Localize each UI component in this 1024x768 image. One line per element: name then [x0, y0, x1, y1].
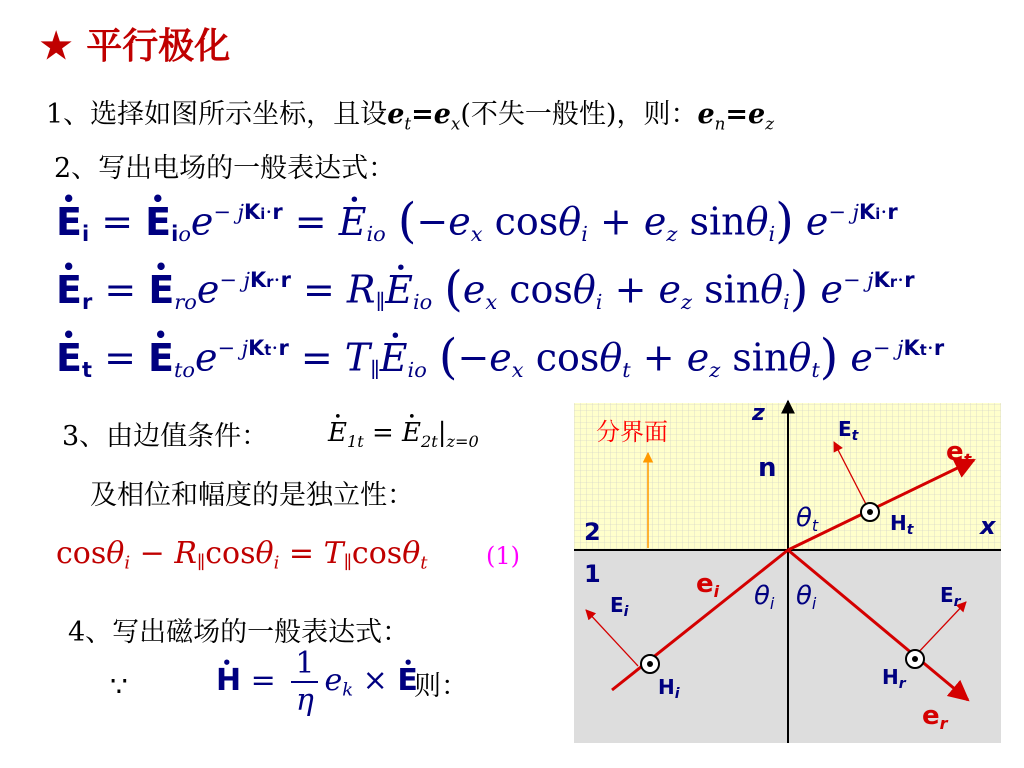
- title-text: 平行极化: [86, 25, 231, 67]
- ht-dot-center: [867, 509, 873, 515]
- coef-mark: ∥: [196, 552, 206, 574]
- et-amp: • E: [148, 336, 174, 380]
- Ht-label: $H_t$: [890, 511, 914, 538]
- exp-r: r: [933, 335, 945, 360]
- er-amp: • E: [148, 268, 174, 312]
- rhs-amp: • E: [339, 200, 367, 244]
- ez-symbol: e: [748, 99, 766, 130]
- cos-fn: cos: [56, 536, 107, 571]
- Hr-label: $H_r$: [882, 665, 906, 692]
- unit-ez-sub: z: [666, 221, 678, 246]
- eq-sign-2: =: [300, 335, 333, 380]
- exp-k-sub: t: [264, 341, 272, 359]
- cos-fn: cos: [351, 536, 403, 571]
- exp-base: e: [805, 199, 829, 244]
- exp-base: e: [190, 199, 214, 244]
- cos-fn: cos: [535, 335, 600, 380]
- z-label: z: [752, 401, 765, 426]
- minus-sign: −: [457, 335, 490, 380]
- equation-number: (1): [486, 542, 520, 570]
- er-amp-sub: ro: [174, 289, 197, 314]
- exp-k-sub: i: [260, 205, 266, 223]
- exp-dot: ⋅: [926, 335, 934, 360]
- sin-fn: sin: [689, 199, 746, 244]
- because-symbol: ∵: [110, 670, 128, 703]
- page-title: [40, 18, 230, 69]
- exp-r: r: [904, 267, 915, 292]
- rhs-amp: • E: [380, 336, 408, 380]
- ex-sub: x: [450, 113, 461, 134]
- exp-k-sub: r: [266, 273, 274, 291]
- star-icon: ★: [40, 25, 73, 67]
- ei-lhs-sub: i: [81, 221, 90, 246]
- step4-line: 4、写出磁场的一般表达式：: [68, 617, 410, 648]
- et-label: et: [946, 437, 972, 469]
- theta-sub: i: [768, 221, 776, 246]
- exp-base: e: [196, 267, 220, 312]
- unit-ek: e: [324, 663, 343, 698]
- minus-sign: −: [416, 199, 449, 244]
- rhs-amp: • E: [385, 268, 413, 312]
- sin-fn: sin: [704, 267, 761, 312]
- theta-sub: i: [581, 221, 588, 246]
- step1-then: ，则：: [616, 99, 698, 130]
- bc-lhs: • E: [328, 418, 347, 448]
- exp-j: − j: [872, 335, 904, 360]
- region1-label: 1: [584, 560, 601, 588]
- ei-amp: • E: [145, 200, 171, 244]
- exp-k-sub: i: [875, 205, 881, 223]
- et-lhs-sub: t: [81, 357, 92, 382]
- theta-sub: t: [420, 552, 428, 574]
- ez-sub: z: [765, 113, 775, 134]
- ei-label: ei: [696, 569, 720, 601]
- magnetic-field-equation: [216, 646, 418, 718]
- exp-r: r: [280, 267, 291, 292]
- exp-k: K: [859, 199, 876, 224]
- theta: θ: [599, 335, 623, 380]
- close-paren: ): [819, 330, 839, 385]
- exp-k: K: [903, 335, 920, 360]
- plus-sign: +: [599, 199, 632, 244]
- boundary-condition: [328, 418, 479, 451]
- plus-sign: +: [642, 335, 675, 380]
- exp-j: − j: [842, 267, 874, 292]
- frac-num: 1: [291, 646, 318, 683]
- exp-j: − j: [217, 335, 249, 360]
- exp-r: r: [278, 335, 289, 360]
- theta: θ: [572, 267, 596, 312]
- unit-ex-sub: x: [485, 289, 498, 314]
- open-paren: (: [438, 330, 458, 385]
- eq-sign-2: =: [725, 99, 749, 130]
- exp-dot: ⋅: [880, 199, 888, 224]
- theta-sub: t: [622, 357, 631, 382]
- en-sub: n: [714, 113, 726, 134]
- close-paren: ): [789, 262, 809, 317]
- er-label: er: [922, 701, 948, 733]
- unit-ex: e: [448, 199, 471, 244]
- theta-sub: i: [783, 289, 790, 314]
- exp-k-sub: t: [919, 341, 927, 359]
- Et-label: $E_t$: [838, 417, 859, 444]
- coef-R: R: [346, 267, 376, 312]
- exp-dot: ⋅: [897, 267, 905, 292]
- interface-label: 分界面: [596, 418, 668, 446]
- exp-j: − j: [213, 199, 245, 224]
- theta: θ: [745, 199, 769, 244]
- exp-k: K: [248, 335, 265, 360]
- theta-sub: i: [273, 552, 280, 574]
- theta: θ: [760, 267, 784, 312]
- step1-prefix: 1、选择如图所示坐标，且设: [46, 99, 388, 130]
- ex-symbol: e: [433, 99, 451, 130]
- exp-base: e: [194, 335, 218, 380]
- ei-amp-sub: i: [171, 221, 179, 246]
- unit-ez-sub: z: [709, 357, 721, 382]
- step3-line2: 及相位和幅度的是独立性：: [90, 480, 414, 511]
- exp-k: K: [244, 199, 261, 224]
- theta-i-label-2: θi: [796, 581, 817, 613]
- step1-line: [46, 92, 774, 133]
- incident-field-equation: [56, 194, 898, 249]
- bc-eq: =: [371, 418, 394, 448]
- eq-sign: =: [101, 199, 134, 244]
- theta: θ: [255, 536, 274, 571]
- Hi-label: $H_i$: [658, 675, 680, 702]
- eq-sign-2: =: [302, 267, 335, 312]
- fraction: [291, 646, 318, 718]
- exp-base: e: [850, 335, 873, 380]
- minus-sign: −: [139, 536, 165, 571]
- rhs-amp-sub: io: [407, 357, 427, 382]
- rhs-amp-sub: io: [412, 289, 433, 314]
- unit-ex: e: [462, 267, 486, 312]
- bc-bar: |: [437, 418, 447, 448]
- en-symbol: e: [697, 99, 715, 130]
- region2-label: 2: [584, 518, 601, 546]
- exp-dot: ⋅: [271, 335, 279, 360]
- unit-ez: e: [658, 267, 682, 312]
- theta-t-label: θt: [796, 503, 819, 535]
- exp-k: K: [873, 267, 890, 292]
- Ei-label: $E_i$: [610, 593, 629, 620]
- rhs-amp-sub: io: [366, 221, 386, 246]
- eq-sign: =: [411, 99, 434, 130]
- cos-fn: cos: [205, 536, 256, 571]
- theta-sub: i: [595, 289, 603, 314]
- er-lhs-sub: r: [81, 289, 93, 314]
- hr-dot-center: [912, 656, 918, 662]
- exp-dot: ⋅: [273, 267, 281, 292]
- exp-r: r: [272, 199, 283, 224]
- open-paren: (: [444, 262, 463, 317]
- coef-mark: ∥: [370, 357, 380, 382]
- eq-sign: =: [288, 536, 315, 571]
- theta-sub: i: [124, 552, 131, 574]
- reflected-field-equation: [56, 262, 915, 317]
- step4-then: 则：: [414, 671, 468, 702]
- bc-lhs-sub: 1t: [346, 432, 364, 452]
- eq-sign: =: [250, 663, 276, 698]
- unit-ez: e: [686, 335, 710, 380]
- exp-k: K: [249, 267, 267, 292]
- hi-dot-center: [647, 661, 653, 667]
- n-label: n: [758, 453, 777, 483]
- et-symbol: e: [387, 99, 405, 130]
- exp-j: − j: [828, 199, 859, 224]
- unit-ek-sub: k: [342, 679, 354, 701]
- Er-label: $E_r$: [940, 583, 961, 610]
- unit-ex-sub: x: [511, 357, 524, 382]
- et-sub: t: [404, 113, 412, 134]
- relation-equation: [56, 536, 427, 573]
- eq-sign-2: =: [294, 199, 327, 244]
- step1-paren: (不失一般性): [460, 99, 617, 130]
- theta: θ: [558, 199, 582, 244]
- plus-sign: +: [614, 267, 647, 312]
- unit-ez-sub: z: [681, 289, 693, 314]
- cos-fn: cos: [494, 199, 559, 244]
- exp-j: − j: [219, 267, 250, 292]
- transmitted-field-equation: [56, 330, 944, 385]
- theta: θ: [402, 536, 421, 571]
- ei-amp-sub2: o: [178, 221, 191, 246]
- open-paren: (: [397, 194, 417, 249]
- coef-T: T: [323, 536, 344, 571]
- e-symbol: • E: [397, 663, 418, 698]
- unit-ex-sub: x: [470, 221, 483, 246]
- cross-sign: ×: [362, 663, 388, 698]
- coef-mark: ∥: [343, 552, 352, 574]
- bc-rhs: • E: [402, 418, 421, 448]
- theta-sub: t: [811, 357, 820, 382]
- eq-sign: =: [104, 335, 136, 380]
- ei-lhs: • E: [56, 200, 82, 244]
- cos-fn: cos: [509, 267, 573, 312]
- reflection-diagram: [574, 398, 1001, 743]
- coef-T: T: [344, 335, 371, 380]
- et-amp-sub: to: [173, 357, 195, 382]
- theta: θ: [106, 536, 125, 571]
- bc-cond: z=0: [446, 432, 479, 452]
- theta-i-label-1: θi: [754, 581, 775, 613]
- theta: θ: [788, 335, 812, 380]
- exp-base: e: [820, 267, 843, 312]
- coef-mark: ∥: [375, 289, 386, 314]
- sin-fn: sin: [732, 335, 789, 380]
- exp-r: r: [887, 199, 898, 224]
- eq-sign: =: [104, 267, 137, 312]
- unit-ez: e: [643, 199, 667, 244]
- x-label: x: [980, 512, 996, 540]
- exp-k-sub: r: [889, 273, 898, 291]
- exp-dot: ⋅: [265, 199, 273, 224]
- step3-line: 3、由边值条件：: [62, 421, 269, 452]
- er-lhs: • E: [56, 268, 82, 312]
- bc-rhs-sub: 2t: [421, 432, 438, 452]
- step2-line: 2、写出电场的一般表达式：: [54, 153, 396, 184]
- unit-ex: e: [489, 335, 512, 380]
- coef-R: R: [174, 536, 197, 571]
- frac-den: η: [295, 683, 314, 718]
- close-paren: ): [775, 194, 794, 249]
- h-symbol: • H: [216, 663, 241, 698]
- et-lhs: • E: [56, 336, 82, 380]
